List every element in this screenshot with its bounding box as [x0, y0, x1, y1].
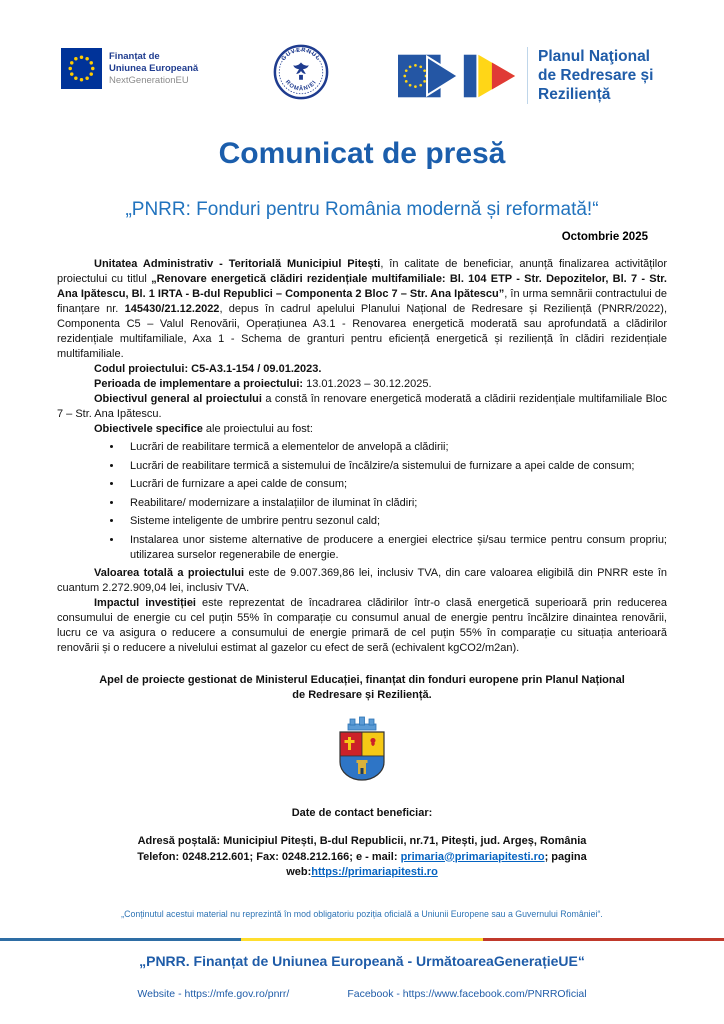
tricolor-blue-segment: [0, 938, 241, 941]
list-item: • Reabilitare/ modernizare a instalațiilor de iluminat în clădiri;: [123, 496, 667, 511]
list-item: • Lucrări de reabilitare termică a sistemului de încălzire/a sistemului de furnizare a apei calde de consum;: [123, 459, 667, 474]
contact-heading: Date de contact beneficiar:: [291, 807, 433, 819]
pitesti-coat-of-arms-icon: [57, 716, 667, 791]
page-title: Comunicat de presă: [218, 137, 506, 170]
pnrr-logo-label: [527, 47, 724, 104]
romanian-tricolor-divider: [0, 938, 724, 941]
tricolor-red-segment: [483, 938, 724, 941]
list-item: • Sisteme inteligente de umbrire pentru sezonul cald;: [123, 514, 667, 529]
footer-website-link[interactable]: Website - https://mfe.gov.ro/pnrr/: [137, 988, 290, 1000]
contract-number: 145430/21.12.2022: [124, 303, 220, 315]
eu-flag-icon: [61, 48, 102, 94]
intro-paragraph: Unitatea Administrativ - Teritorială Municipiul Pitești, în calitate de beneficiar, anunță finalizarea activităților proiectului cu titlul „Renovare energetică clădiri rezidențiale multifamiliale: Bl. 104 ETP - Str. Depozitelor, Bl. 7 - Str. Ana Ipătescu, Bl. 1 IRTA - B-dul Republici – Componenta 2 Bloc 7 – Str. Ana Ipătescu”, în urma semnării contractului de finanțare nr. 145430/21.12.2022, depus în cadrul apelului Planului Național de Redresare și Reziliență (PNRR/2022), Componenta C5 – Valul Renovării, Operațiunea A3.1 - Renovarea energetică moderată sau aprofundată a clădirilor rezidențiale multifamiliale, Axa 1 - Schema de granturi pentru eficiență energetică și reziliență în clădiri rezidențiale multifamiliale.: [57, 258, 667, 360]
total-value-paragraph: Valoarea totală a proiectului este de 9.007.369,86 lei, inclusiv TVA, din care valoarea eligibilă din PNRR este în cuantum 2.272.909,04 lei, inclusiv TVA.: [57, 567, 667, 594]
general-objective-paragraph: Obiectivul general al proiectului a constă în renovare energetică moderată a clădirii rezidențiale multifamiliale Bloc 7 – Str. Ana Ipătescu.: [57, 393, 667, 420]
page-subtitle: „PNRR: Fonduri pentru România modernă și reformată!“: [125, 199, 599, 220]
call-managed-by-note: Apel de proiecte gestionat de Ministerul Educației, finanțat din fonduri europene prin Planul Național de Redresare și Reziliență.: [99, 674, 625, 701]
svg-text:GUVERNUL: GUVERNUL: [280, 47, 322, 63]
footer-links: [0, 988, 724, 1000]
website-link[interactable]: https://primariapitesti.ro: [311, 866, 438, 878]
date-label: Octombrie 2025: [561, 231, 648, 243]
pnrr-logo: [398, 47, 724, 104]
pnrr-logo-line2: de Redresare și Reziliență: [538, 67, 654, 103]
list-item: • Lucrări de reabilitare termică a elementelor de anvelopă a clădirii;: [123, 440, 667, 455]
beneficiary-name: Unitatea Administrativ - Teritorială Municipiul Pitești: [94, 258, 381, 270]
svg-text:ROMÂNIEI: ROMÂNIEI: [283, 79, 319, 93]
eu-funding-line2: Uniunea Europeană: [109, 63, 199, 74]
project-code-line: Codul proiectului: C5-A3.1-154 / 09.01.2023.: [94, 363, 322, 375]
eu-funding-line3: NextGenerationEU: [109, 75, 189, 86]
document-body: [57, 257, 667, 881]
pnrr-logo-line1: Planul Naţional: [538, 48, 650, 65]
email-link[interactable]: primaria@primariapitesti.ro: [400, 850, 545, 863]
contact-details: [82, 834, 642, 881]
list-item: • Lucrări de furnizare a apei calde de consum;: [123, 477, 667, 492]
list-item: • Instalarea unor sisteme alternative de producere a energiei electrice și/sau termice pentru consum propriu; utilizarea surselor regenerabile de energie.: [123, 533, 667, 563]
footer-facebook-link[interactable]: Facebook - https://www.facebook.com/PNRROficial: [347, 988, 587, 1000]
eu-funding-line1: Finanțat de: [109, 51, 160, 62]
project-title: „Renovare energetică clădiri rezidențiale multifamiliale: Bl. 104 ETP - Str. Depozitelor, Bl. 7 - Str. Ana Ipătescu, Bl. 1 IRTA - B-dul Republici – Componenta 2 Bloc 7 – Str. Ana Ipătescu”: [57, 273, 667, 300]
phone-fax-line: Telefon: 0248.212.601; Fax: 0248.212.166; e - mail: primaria@primariapitesti.ro; pagina web:https://primariapitesti.ro: [137, 850, 587, 878]
pnrr-logo-icon: [398, 50, 518, 102]
specific-objectives-intro: Obiectivele specifice ale proiectului au fost:: [94, 423, 313, 435]
eu-funding-label: [109, 51, 198, 87]
implementation-period-line: Perioada de implementare a proiectului: 13.01.2023 – 30.12.2025.: [94, 378, 432, 390]
tricolor-yellow-segment: [241, 938, 482, 941]
guvernul-romaniei-seal-icon: [272, 43, 330, 106]
disclaimer-text: „Conținutul acestui material nu reprezintă în mod obligatoriu poziția oficială a Uniunii Europene sau a Guvernului României“.: [121, 909, 603, 919]
investment-impact-paragraph: Impactul investiției este reprezentat de încadrarea clădirilor într-o clasă energetică superioară prin reducerea consumului de energie cu cel puțin 55% în comparație cu consumul anual de energie pentru încălzire dinaintea renovării, lucru ce va asigura o reducere a consumului de energie primară de cel puțin 55% în comparație cu situația anterioară renovării și o reducere a nivelului estimat al gazelor cu efect de seră (echivalent kgCO2/m2an).: [57, 597, 668, 654]
pnrr-slogan: „PNRR. Finanțat de Uniunea Europeană - UrmătoareaGenerațieUE“: [139, 953, 585, 969]
specific-objectives-list: [57, 440, 667, 563]
postal-address-line: Adresă poștală: Municipiul Pitești, B-dul Republicii, nr.71, Pitești, jud. Argeș, România: [137, 835, 587, 847]
